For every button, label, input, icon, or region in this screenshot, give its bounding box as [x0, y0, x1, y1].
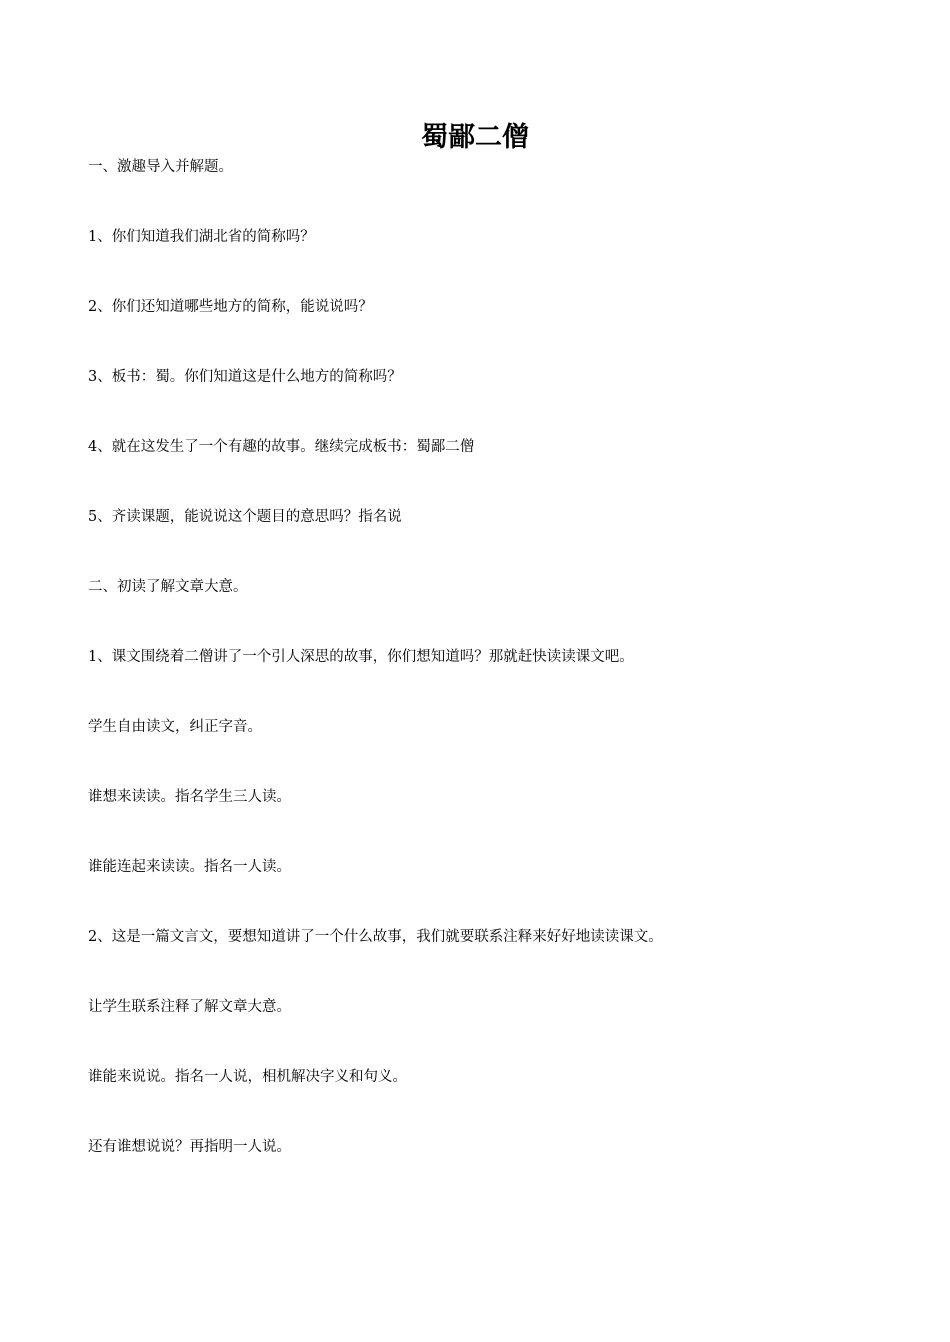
- paragraph-line: 3、板书：蜀。你们知道这是什么地方的简称吗？: [88, 369, 402, 385]
- paragraph-line: 谁能连起来读读。指名一人读。: [88, 859, 291, 875]
- paragraph-line: 2、这是一篇文言文，要想知道讲了一个什么故事，我们就要联系注释来好好地读读课文。: [88, 929, 663, 945]
- document-title: 蜀鄙二僧: [421, 122, 529, 153]
- paragraph-line: 2、你们还知道哪些地方的简称，能说说吗？: [88, 299, 373, 315]
- paragraph-line: 还有谁想说说？再指明一人说。: [88, 1139, 291, 1155]
- paragraph-line: 4、就在这发生了一个有趣的故事。继续完成板书：蜀鄙二僧: [88, 439, 475, 455]
- paragraph-line: 谁能来说说。指名一人说，相机解决字义和句义。: [88, 1069, 407, 1085]
- paragraph-line: 1、你们知道我们湖北省的简称吗？: [88, 229, 315, 245]
- section-heading-2: 二、初读了解文章大意。: [88, 579, 248, 595]
- paragraph-line: 谁想来读读。指名学生三人读。: [88, 789, 291, 805]
- paragraph-line: 1、课文围绕着二僧讲了一个引人深思的故事，你们想知道吗？那就赶快读读课文吧。: [88, 649, 634, 665]
- section-heading-1: 一、激趣导入并解题。: [88, 159, 233, 175]
- paragraph-line: 学生自由读文，纠正字音。: [88, 719, 262, 735]
- paragraph-line: 让学生联系注释了解文章大意。: [88, 999, 291, 1015]
- paragraph-line: 5、齐读课题，能说说这个题目的意思吗？指名说: [88, 509, 402, 525]
